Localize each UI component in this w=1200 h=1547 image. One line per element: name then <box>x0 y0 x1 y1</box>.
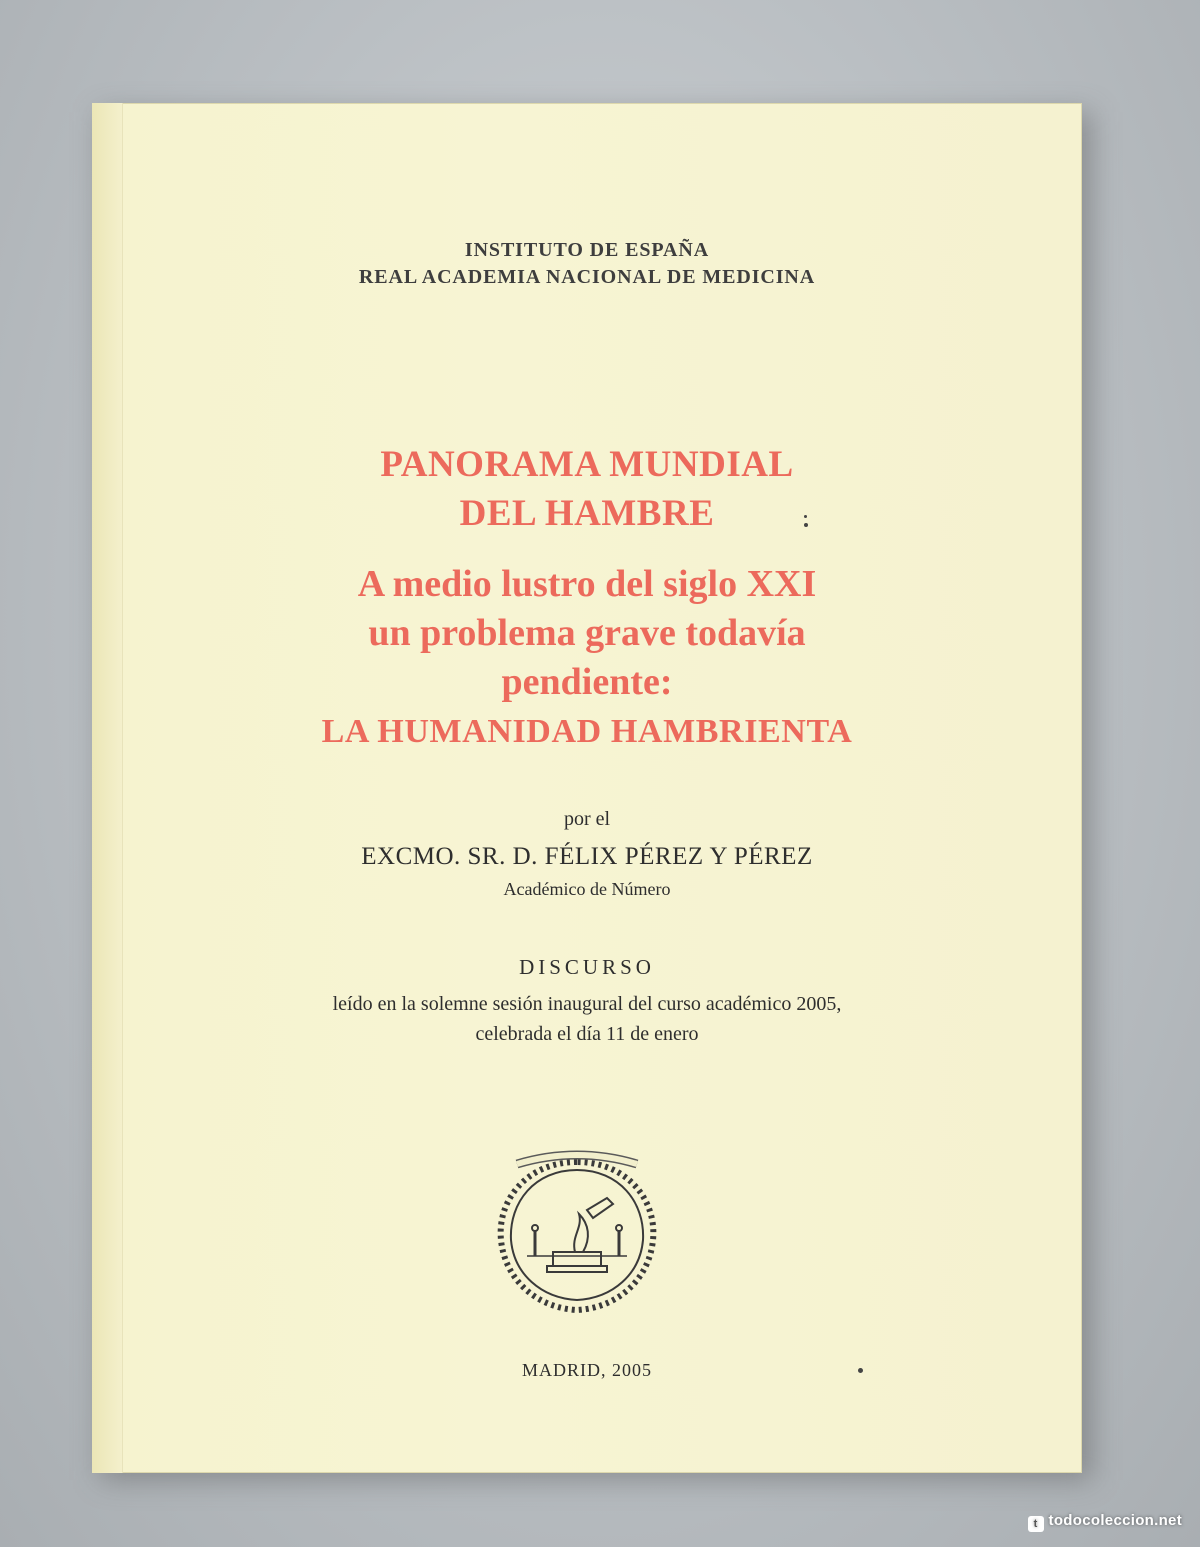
institution-line-1: INSTITUTO DE ESPAÑA <box>464 239 710 261</box>
book-cover <box>92 103 1082 1473</box>
place-and-year: MADRID, 2005 <box>521 1360 652 1380</box>
print-speck <box>804 515 807 518</box>
discourse-heading: DISCURSO <box>519 955 655 979</box>
institution-line-2: REAL ACADEMIA NACIONAL DE MEDICINA <box>358 266 816 288</box>
watermark <box>1028 1512 1182 1532</box>
print-speck <box>804 523 808 527</box>
academy-seal-icon <box>487 1140 667 1320</box>
occasion-line-1: leído en la solemne sesión inaugural del curso académico 2005, <box>332 993 842 1015</box>
author-name: EXCMO. SR. D. FÉLIX PÉREZ Y PÉREZ <box>361 843 813 870</box>
todocoleccion-logo-icon: t <box>1028 1516 1044 1532</box>
subtitle-line-3: pendiente: <box>501 661 673 703</box>
by-line: por el <box>563 808 611 830</box>
title-line-2: DEL HAMBRE <box>459 493 715 534</box>
subtitle-line-2: un problema grave todavía <box>368 612 806 654</box>
occasion-line-2: celebrada el día 11 de enero <box>475 1023 699 1045</box>
book-spine <box>92 103 123 1473</box>
author-role: Académico de Número <box>503 879 671 899</box>
print-speck <box>858 1368 863 1373</box>
watermark-text: todocoleccion.net <box>1048 1512 1182 1529</box>
subtitle-line-4: LA HUMANIDAD HAMBRIENTA <box>321 713 853 750</box>
subtitle-line-1: A medio lustro del siglo XXI <box>357 563 817 605</box>
title-line-1: PANORAMA MUNDIAL <box>380 444 794 485</box>
